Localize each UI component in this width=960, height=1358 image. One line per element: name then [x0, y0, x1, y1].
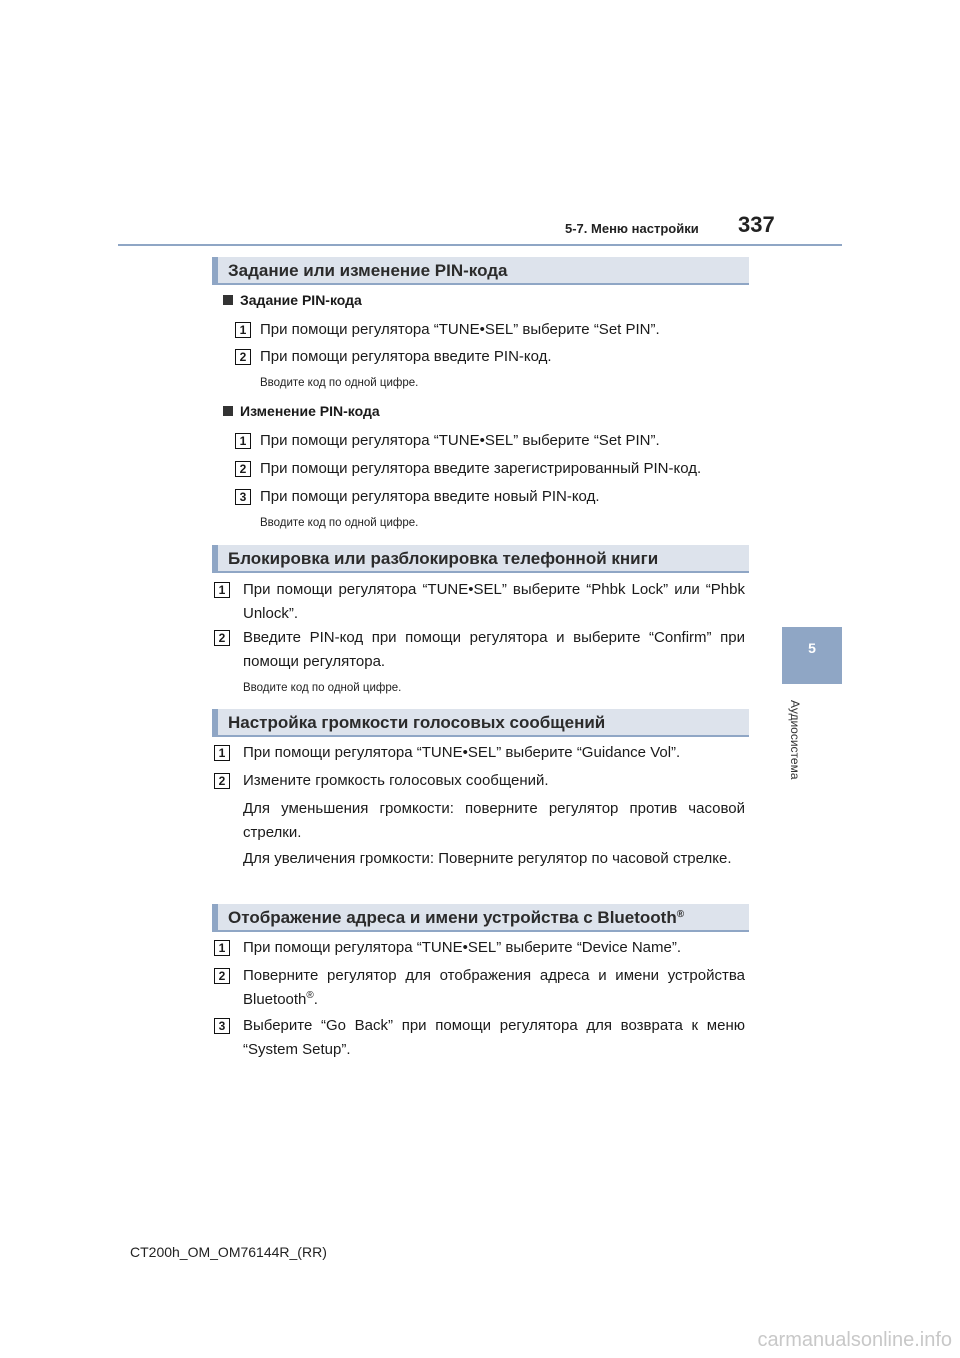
step-text: Поверните регулятор для отображения адреса и имени устройства Bluetooth®. — [243, 967, 745, 1008]
step-number-badge: 2 — [235, 461, 251, 477]
step-detail-text: Для увеличения громкости: Поверните регулятор по часовой стрелке. — [243, 850, 732, 867]
step-number-badge: 1 — [235, 322, 251, 338]
step-number-badge: 1 — [214, 582, 230, 598]
square-bullet-icon — [223, 295, 233, 305]
step-number-badge: 1 — [235, 433, 251, 449]
watermark: carmanualsonline.info — [757, 1329, 952, 1351]
section-heading-phonebook: Блокировка или разблокировка телефонной книги — [212, 545, 749, 573]
note-text: Вводите код по одной цифре. — [260, 377, 419, 389]
square-bullet-icon — [223, 406, 233, 416]
chapter-tab-number: 5 — [808, 640, 816, 656]
step-number-badge: 2 — [235, 349, 251, 365]
registered-mark: ® — [306, 990, 314, 1001]
page-number: 337 — [738, 212, 775, 237]
step-text: При помощи регулятора “TUNE•SEL” выберите “Device Name”. — [243, 939, 682, 956]
step-text: Измените громкость голосовых сообщений. — [243, 772, 549, 789]
step-text: При помощи регулятора введите PIN-код. — [260, 348, 552, 365]
step-detail-text: Для уменьшения громкости: поверните регулятор против часовой стрелки. — [243, 800, 745, 841]
step-text: Введите PIN-код при помощи регулятора и выберите “Confirm” при помощи регулятора. — [243, 629, 745, 670]
subheading-change-pin: Изменение PIN-кода — [223, 403, 380, 419]
step-text: При помощи регулятора “TUNE•SEL” выберите “Phbk Lock” или “Phbk Unlock”. — [243, 581, 745, 622]
step-number-badge: 1 — [214, 940, 230, 956]
step-text: При помощи регулятора введите зарегистрированный PIN-код. — [260, 460, 702, 477]
step-number-badge: 2 — [214, 773, 230, 789]
note-text: Вводите код по одной цифре. — [260, 517, 419, 529]
document-code-footer: CT200h_OM_OM76144R_(RR) — [130, 1244, 327, 1260]
step-text: При помощи регулятора “TUNE•SEL” выберите “Set PIN”. — [260, 321, 660, 338]
section-heading-bluetooth: Отображение адреса и имени устройства с Bluetooth® — [212, 904, 749, 932]
step-number-badge: 2 — [214, 968, 230, 984]
step-number-badge: 3 — [214, 1018, 230, 1034]
section-heading-volume: Настройка громкости голосовых сообщений — [212, 709, 749, 737]
step-text: Выберите “Go Back” при помощи регулятора для возврата к меню “System Setup”. — [243, 1017, 745, 1058]
chapter-tab-label: Аудиосистема — [788, 700, 802, 780]
header-rule — [118, 244, 842, 246]
section-heading-pin: Задание или изменение PIN-кода — [212, 257, 749, 285]
registered-mark: ® — [676, 909, 685, 920]
subheading-set-pin: Задание PIN-кода — [223, 292, 362, 308]
step-number-badge: 3 — [235, 489, 251, 505]
step-text: При помощи регулятора “TUNE•SEL” выберите “Guidance Vol”. — [243, 744, 681, 761]
step-text: При помощи регулятора введите новый PIN-код. — [260, 488, 600, 505]
step-number-badge: 2 — [214, 630, 230, 646]
step-number-badge: 1 — [214, 745, 230, 761]
note-text: Вводите код по одной цифре. — [243, 682, 402, 694]
running-header-section: 5-7. Меню настройки — [565, 221, 699, 236]
step-text: При помощи регулятора “TUNE•SEL” выберите “Set PIN”. — [260, 432, 660, 449]
